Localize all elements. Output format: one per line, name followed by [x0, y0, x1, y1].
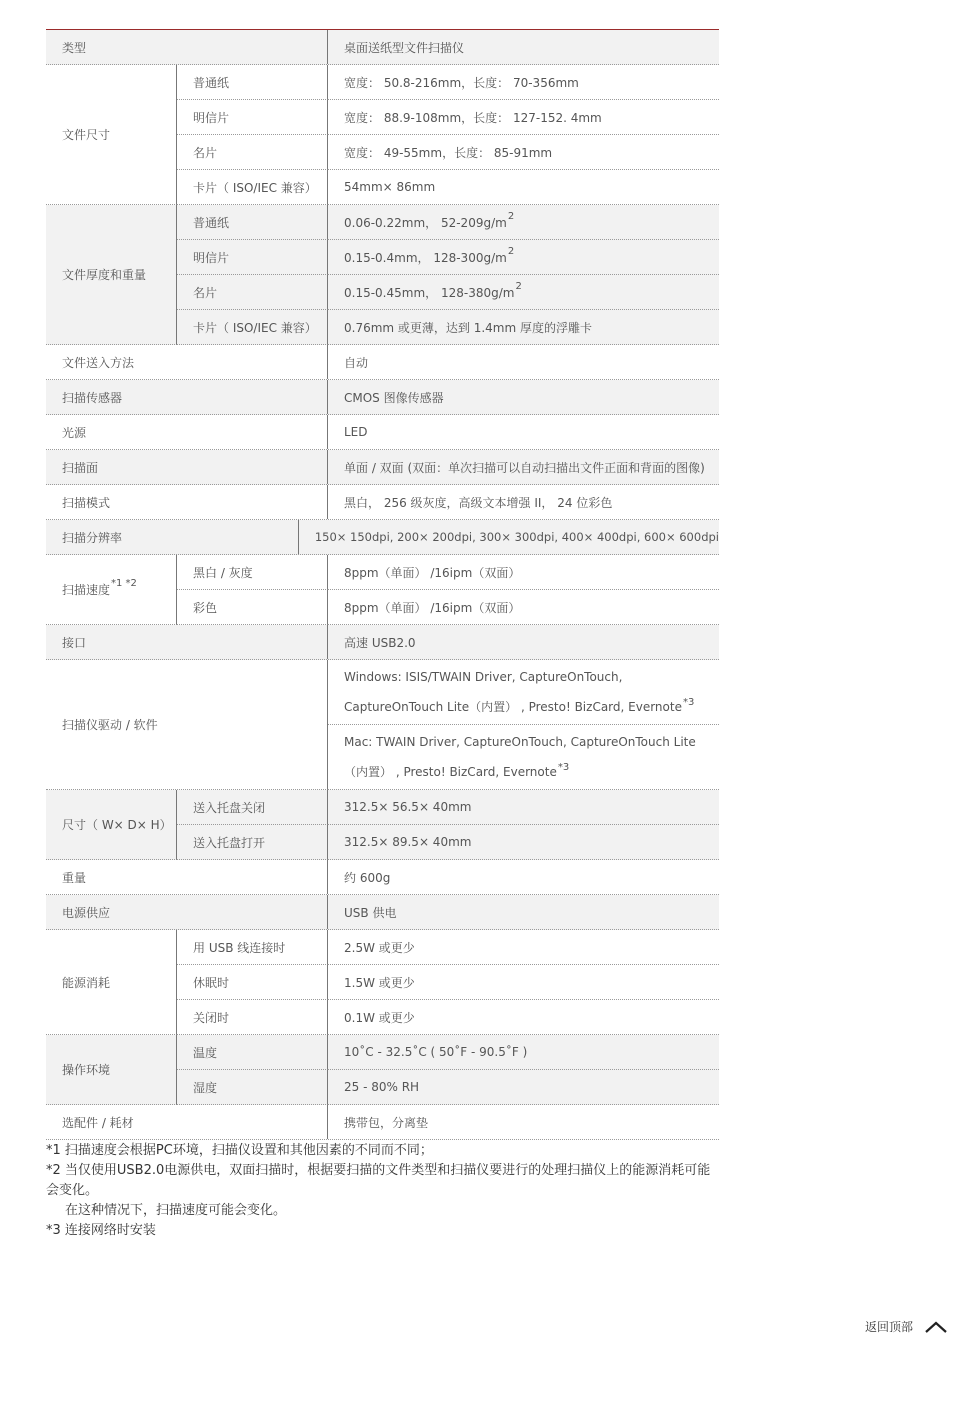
- row-label: 光源: [46, 415, 328, 449]
- sub-label: 明信片: [177, 100, 328, 135]
- row-value: [328, 725, 719, 789]
- sub-label: 送入托盘关闭: [177, 790, 328, 825]
- table-row: [328, 725, 719, 790]
- table-row: [46, 1105, 719, 1140]
- sub-label: 用 USB 线连接时: [177, 930, 328, 965]
- row-value: 10˚C - 32.5˚C ( 50˚F - 90.5˚F ): [328, 1035, 719, 1070]
- sub-label: 彩色: [177, 590, 328, 625]
- row-value: 黑白， 256 级灰度，高级文本增强 II， 24 位彩色: [344, 495, 613, 510]
- row-value: 宽度： 88.9-108mm，长度： 127-152. 4mm: [328, 100, 719, 135]
- sub-label: 名片: [177, 275, 328, 310]
- table-row: [328, 660, 719, 725]
- superscript: 2: [507, 245, 515, 257]
- row-value: 自动: [344, 355, 369, 370]
- row-label: 扫描面: [46, 450, 328, 484]
- value-text: 0.06-0.22mm， 52-209g/m: [344, 215, 507, 230]
- table-group: [46, 930, 719, 1035]
- spec-table: [46, 29, 719, 1140]
- back-to-top-button[interactable]: [865, 1318, 947, 1335]
- row-value: 0.76mm 或更薄，达到 1.4mm 厚度的浮雕卡: [328, 310, 719, 345]
- group-label: 文件尺寸: [46, 65, 177, 205]
- row-value: 1.5W 或更少: [328, 965, 719, 1000]
- value-column: [328, 65, 719, 205]
- footnote-1: *1 扫描速度会根据PC环境，扫描仪设置和其他因素的不同而不同；: [46, 1143, 433, 1158]
- table-row: [46, 30, 719, 65]
- chevron-up-icon[interactable]: [925, 1321, 947, 1333]
- table-row: [46, 345, 719, 380]
- table-group: [46, 555, 719, 625]
- table-group: [46, 660, 719, 790]
- row-value: CMOS 图像传感器: [344, 390, 444, 405]
- value-text: Windows: ISIS/TWAIN Driver, CaptureOnTouch, CaptureOnTouch Lite（内置） , Presto! BizCard, Evernote: [344, 670, 682, 714]
- value-column: [328, 660, 719, 790]
- sub-label: 卡片（ ISO/IEC 兼容）: [177, 310, 328, 345]
- sub-label-column: [177, 930, 328, 1035]
- value-column: [328, 790, 719, 860]
- label-text: 扫描速度: [62, 583, 111, 597]
- row-value: 宽度： 49-55mm，长度： 85-91mm: [328, 135, 719, 170]
- row-value: 25 - 80% RH: [328, 1070, 719, 1105]
- table-row: [46, 415, 719, 450]
- row-value: [328, 240, 719, 275]
- sub-label: 温度: [177, 1035, 328, 1070]
- row-value: 150× 150dpi, 200× 200dpi, 300× 300dpi, 400× 400dpi, 600× 600dpi: [314, 530, 719, 544]
- row-value: 2.5W 或更少: [328, 930, 719, 965]
- row-value: 0.1W 或更少: [328, 1000, 719, 1035]
- footnotes: [46, 1141, 721, 1241]
- table-group: [46, 65, 719, 205]
- row-label: 接口: [46, 625, 328, 659]
- superscript: 2: [507, 210, 515, 222]
- row-value: LED: [344, 425, 368, 439]
- row-value: USB 供电: [344, 905, 397, 920]
- group-label: 扫描仪驱动 / 软件: [46, 660, 328, 790]
- group-label: 操作环境: [46, 1035, 177, 1105]
- value-text: Mac: TWAIN Driver, CaptureOnTouch, CaptureOnTouch Lite（内置） , Presto! BizCard, Evernote: [344, 735, 696, 779]
- row-value: [328, 660, 719, 724]
- group-label: 文件厚度和重量: [46, 205, 177, 345]
- group-label: 能源消耗: [46, 930, 177, 1035]
- table-group: [46, 1035, 719, 1105]
- row-value: 单面 / 双面 (双面：单次扫描可以自动扫描出文件正面和背面的图像): [344, 460, 705, 475]
- table-group: [46, 790, 719, 860]
- superscript: 2: [515, 280, 522, 292]
- sub-label: 普通纸: [177, 205, 328, 240]
- row-label: 电源供应: [46, 895, 328, 929]
- sub-label-column: [177, 1035, 328, 1105]
- row-label: 文件送入方法: [46, 345, 328, 379]
- value-column: [328, 930, 719, 1035]
- sub-label-column: [177, 790, 328, 860]
- superscript: *3: [557, 762, 570, 773]
- sub-label: 关闭时: [177, 1000, 328, 1035]
- table-row: [46, 485, 719, 520]
- sub-label: 黑白 / 灰度: [177, 555, 328, 590]
- row-value: 312.5× 56.5× 40mm: [328, 790, 719, 825]
- row-value: 8ppm（单面） /16ipm（双面）: [328, 555, 719, 590]
- row-value: 宽度： 50.8-216mm，长度： 70-356mm: [328, 65, 719, 100]
- sub-label: 送入托盘打开: [177, 825, 328, 860]
- table-row: [46, 450, 719, 485]
- row-value: 约 600g: [344, 870, 391, 885]
- table-row: [46, 520, 719, 555]
- row-label: 类型: [46, 30, 328, 64]
- row-value: 54mm× 86mm: [328, 170, 719, 205]
- row-value: 携带包，分离垫: [344, 1115, 429, 1130]
- sub-label-column: [177, 65, 328, 205]
- row-label: 扫描模式: [46, 485, 328, 519]
- value-column: [328, 555, 719, 625]
- row-value: 8ppm（单面） /16ipm（双面）: [328, 590, 719, 625]
- value-text: 0.15-0.45mm， 128-380g/m: [344, 285, 515, 300]
- sub-label-column: [177, 205, 328, 345]
- sub-label: 卡片（ ISO/IEC 兼容）: [177, 170, 328, 205]
- table-row: [46, 380, 719, 415]
- row-label: 扫描分辨率: [46, 520, 299, 554]
- row-label: 选配件 / 耗材: [46, 1105, 328, 1139]
- superscript: *3: [682, 697, 695, 708]
- sub-label-column: [177, 555, 328, 625]
- sub-label: 湿度: [177, 1070, 328, 1105]
- sub-label: 休眠时: [177, 965, 328, 1000]
- table-row: [46, 895, 719, 930]
- value-column: [328, 1035, 719, 1105]
- value-column: [328, 205, 719, 345]
- row-label: 扫描传感器: [46, 380, 328, 414]
- sub-label: 名片: [177, 135, 328, 170]
- row-value: 高速 USB2.0: [344, 635, 416, 650]
- table-row: [46, 860, 719, 895]
- row-label: 重量: [46, 860, 328, 894]
- sub-label: 普通纸: [177, 65, 328, 100]
- row-value: 桌面送纸型文件扫描仪: [344, 40, 465, 55]
- footnote-2: *2 当仅使用USB2.0电源供电，双面扫描时，根据要扫描的文件类型和扫描仪要进行的处理扫描仪上的能源消耗可能会变化。: [46, 1163, 711, 1198]
- value-text: 0.15-0.4mm， 128-300g/m: [344, 250, 507, 265]
- group-label: [46, 555, 177, 625]
- table-row: [46, 625, 719, 660]
- sub-label: 明信片: [177, 240, 328, 275]
- row-value: [328, 275, 719, 310]
- back-to-top-label[interactable]: 返回顶部: [865, 1320, 914, 1334]
- superscript: *1 *2: [111, 578, 137, 589]
- footnote-2-continued: 在这种情况下，扫描速度可能会变化。: [65, 1203, 287, 1218]
- row-value: 312.5× 89.5× 40mm: [328, 825, 719, 860]
- row-value: [328, 205, 719, 240]
- footnote-3: *3 连接网络时安装: [46, 1223, 156, 1238]
- group-label: 尺寸（ W× D× H）: [46, 790, 177, 860]
- table-group: [46, 205, 719, 345]
